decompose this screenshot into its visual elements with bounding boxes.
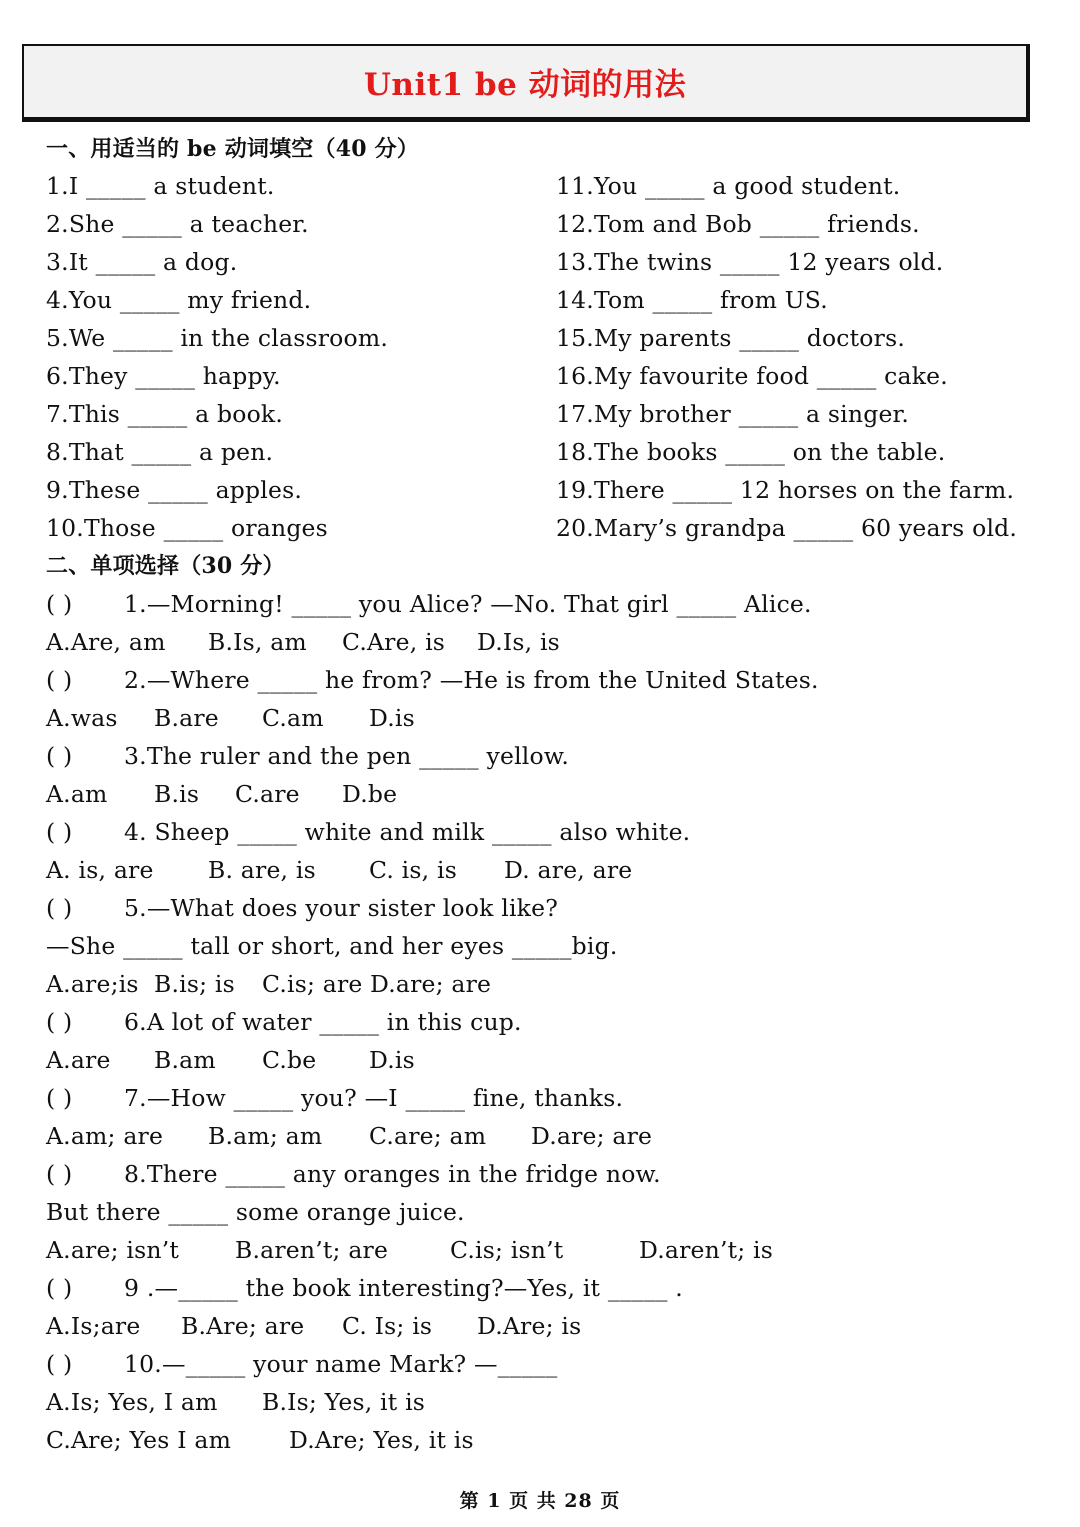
question-4 — [46, 813, 690, 851]
fill-item-15: 15.My parents _____ doctors. — [556, 324, 906, 352]
q8-option-d: D.aren’t; is — [639, 1236, 774, 1264]
fill-item-4: 4.You _____ my friend. — [46, 286, 312, 314]
answer-paren: ( ) — [46, 742, 73, 770]
question-2 — [46, 661, 819, 699]
fill-item-5: 5.We _____ in the classroom. — [46, 324, 389, 352]
q1-option-d: D.Is, is — [477, 628, 560, 656]
fill-item-6: 6.They _____ happy. — [46, 362, 281, 390]
section1-heading: 一、用适当的 be 动词填空（40 分） — [46, 136, 419, 162]
fill-item-3: 3.It _____ a dog. — [46, 248, 238, 276]
question-5-stem: 5.—What does your sister look like? — [124, 894, 559, 922]
fill-item-1: 1.I _____ a student. — [46, 172, 275, 200]
q9-option-c: C. Is; is — [342, 1312, 433, 1340]
q7-option-b: B.am; am — [208, 1122, 323, 1150]
q9-option-a: A.Is;are — [46, 1312, 141, 1340]
q7-option-a: A.am; are — [46, 1122, 164, 1150]
q9-option-d: D.Are; is — [477, 1312, 582, 1340]
q6-option-b: B.am — [154, 1046, 216, 1074]
question-10-stem: 10.—_____ your name Mark? —_____ — [124, 1350, 558, 1378]
fill-item-16: 16.My favourite food _____ cake. — [556, 362, 948, 390]
answer-paren: ( ) — [46, 590, 73, 618]
fill-item-20: 20.Mary’s grandpa _____ 60 years old. — [556, 514, 1018, 542]
question-5-line2: —She _____ tall or short, and her eyes _____big. — [46, 932, 618, 960]
page-title: Unit1 be 动词的用法 — [363, 67, 687, 103]
q2-option-a: A.was — [46, 704, 118, 732]
section2-heading: 二、单项选择（30 分） — [46, 553, 285, 579]
fill-item-2: 2.She _____ a teacher. — [46, 210, 309, 238]
q10-option-c: C.Are; Yes I am — [46, 1426, 232, 1454]
question-6 — [46, 1003, 522, 1041]
q7-option-d: D.are; are — [531, 1122, 653, 1150]
q10-option-d: D.Are; Yes, it is — [289, 1426, 474, 1454]
fill-item-7: 7.This _____ a book. — [46, 400, 284, 428]
q5-option-b: B.is; is — [154, 970, 235, 998]
answer-paren: ( ) — [46, 1008, 73, 1036]
q4-option-d: D. are, are — [504, 856, 633, 884]
question-8-line2: But there _____ some orange juice. — [46, 1198, 465, 1226]
q4-option-a: A. is, are — [46, 856, 154, 884]
q10-option-b: B.Is; Yes, it is — [262, 1388, 426, 1416]
title-box — [22, 44, 1030, 122]
question-3-stem: 3.The ruler and the pen _____ yellow. — [124, 742, 570, 770]
q5-option-d: D.are; are — [370, 970, 492, 998]
q4-option-c: C. is, is — [369, 856, 457, 884]
question-1-stem: 1.—Morning! _____ you Alice? —No. That girl _____ Alice. — [124, 590, 812, 618]
q8-option-c: C.is; isn’t — [450, 1236, 564, 1264]
q5-option-c: C.is; are — [262, 970, 363, 998]
question-10 — [46, 1345, 557, 1383]
page-footer: 第 1 页 共 28 页 — [459, 1490, 621, 1512]
q3-option-b: B.is — [154, 780, 200, 808]
question-6-stem: 6.A lot of water _____ in this cup. — [124, 1008, 522, 1036]
q2-option-c: C.am — [262, 704, 324, 732]
q6-option-c: C.be — [262, 1046, 317, 1074]
question-5 — [46, 889, 558, 927]
q2-option-b: B.are — [154, 704, 219, 732]
fill-item-18: 18.The books _____ on the table. — [556, 438, 946, 466]
q1-option-b: B.Is, am — [208, 628, 307, 656]
q9-option-b: B.Are; are — [181, 1312, 305, 1340]
q6-option-a: A.are — [46, 1046, 111, 1074]
question-4-stem: 4. Sheep _____ white and milk _____ also white. — [124, 818, 691, 846]
q2-option-d: D.is — [369, 704, 415, 732]
fill-item-10: 10.Those _____ oranges — [46, 514, 328, 542]
q3-option-d: D.be — [342, 780, 398, 808]
question-3 — [46, 737, 569, 775]
fill-item-12: 12.Tom and Bob _____ friends. — [556, 210, 920, 238]
question-8-stem: 8.There _____ any oranges in the fridge now. — [124, 1160, 661, 1188]
q3-option-a: A.am — [46, 780, 108, 808]
question-7 — [46, 1079, 623, 1117]
q8-option-b: B.aren’t; are — [235, 1236, 389, 1264]
answer-paren: ( ) — [46, 1350, 73, 1378]
fill-item-17: 17.My brother _____ a singer. — [556, 400, 910, 428]
q6-option-d: D.is — [369, 1046, 415, 1074]
fill-item-19: 19.There _____ 12 horses on the farm. — [556, 476, 1015, 504]
answer-paren: ( ) — [46, 1084, 73, 1112]
fill-item-8: 8.That _____ a pen. — [46, 438, 274, 466]
question-1 — [46, 585, 812, 623]
fill-item-9: 9.These _____ apples. — [46, 476, 303, 504]
question-2-stem: 2.—Where _____ he from? —He is from the United States. — [124, 666, 819, 694]
answer-paren: ( ) — [46, 1274, 73, 1302]
q4-option-b: B. are, is — [208, 856, 316, 884]
fill-item-13: 13.The twins _____ 12 years old. — [556, 248, 944, 276]
q10-option-a: A.Is; Yes, I am — [46, 1388, 218, 1416]
answer-paren: ( ) — [46, 818, 73, 846]
q1-option-c: C.Are, is — [342, 628, 446, 656]
q7-option-c: C.are; am — [369, 1122, 487, 1150]
answer-paren: ( ) — [46, 1160, 73, 1188]
answer-paren: ( ) — [46, 666, 73, 694]
q1-option-a: A.Are, am — [46, 628, 166, 656]
answer-paren: ( ) — [46, 894, 73, 922]
question-9 — [46, 1269, 683, 1307]
question-8 — [46, 1155, 661, 1193]
question-9-stem: 9 .—_____ the book interesting?—Yes, it _____ . — [124, 1274, 683, 1302]
fill-item-14: 14.Tom _____ from US. — [556, 286, 828, 314]
q5-option-a: A.are;is — [46, 970, 139, 998]
fill-item-11: 11.You _____ a good student. — [556, 172, 901, 200]
q8-option-a: A.are; isn’t — [46, 1236, 180, 1264]
question-7-stem: 7.—How _____ you? —I _____ fine, thanks. — [124, 1084, 624, 1112]
q3-option-c: C.are — [235, 780, 300, 808]
